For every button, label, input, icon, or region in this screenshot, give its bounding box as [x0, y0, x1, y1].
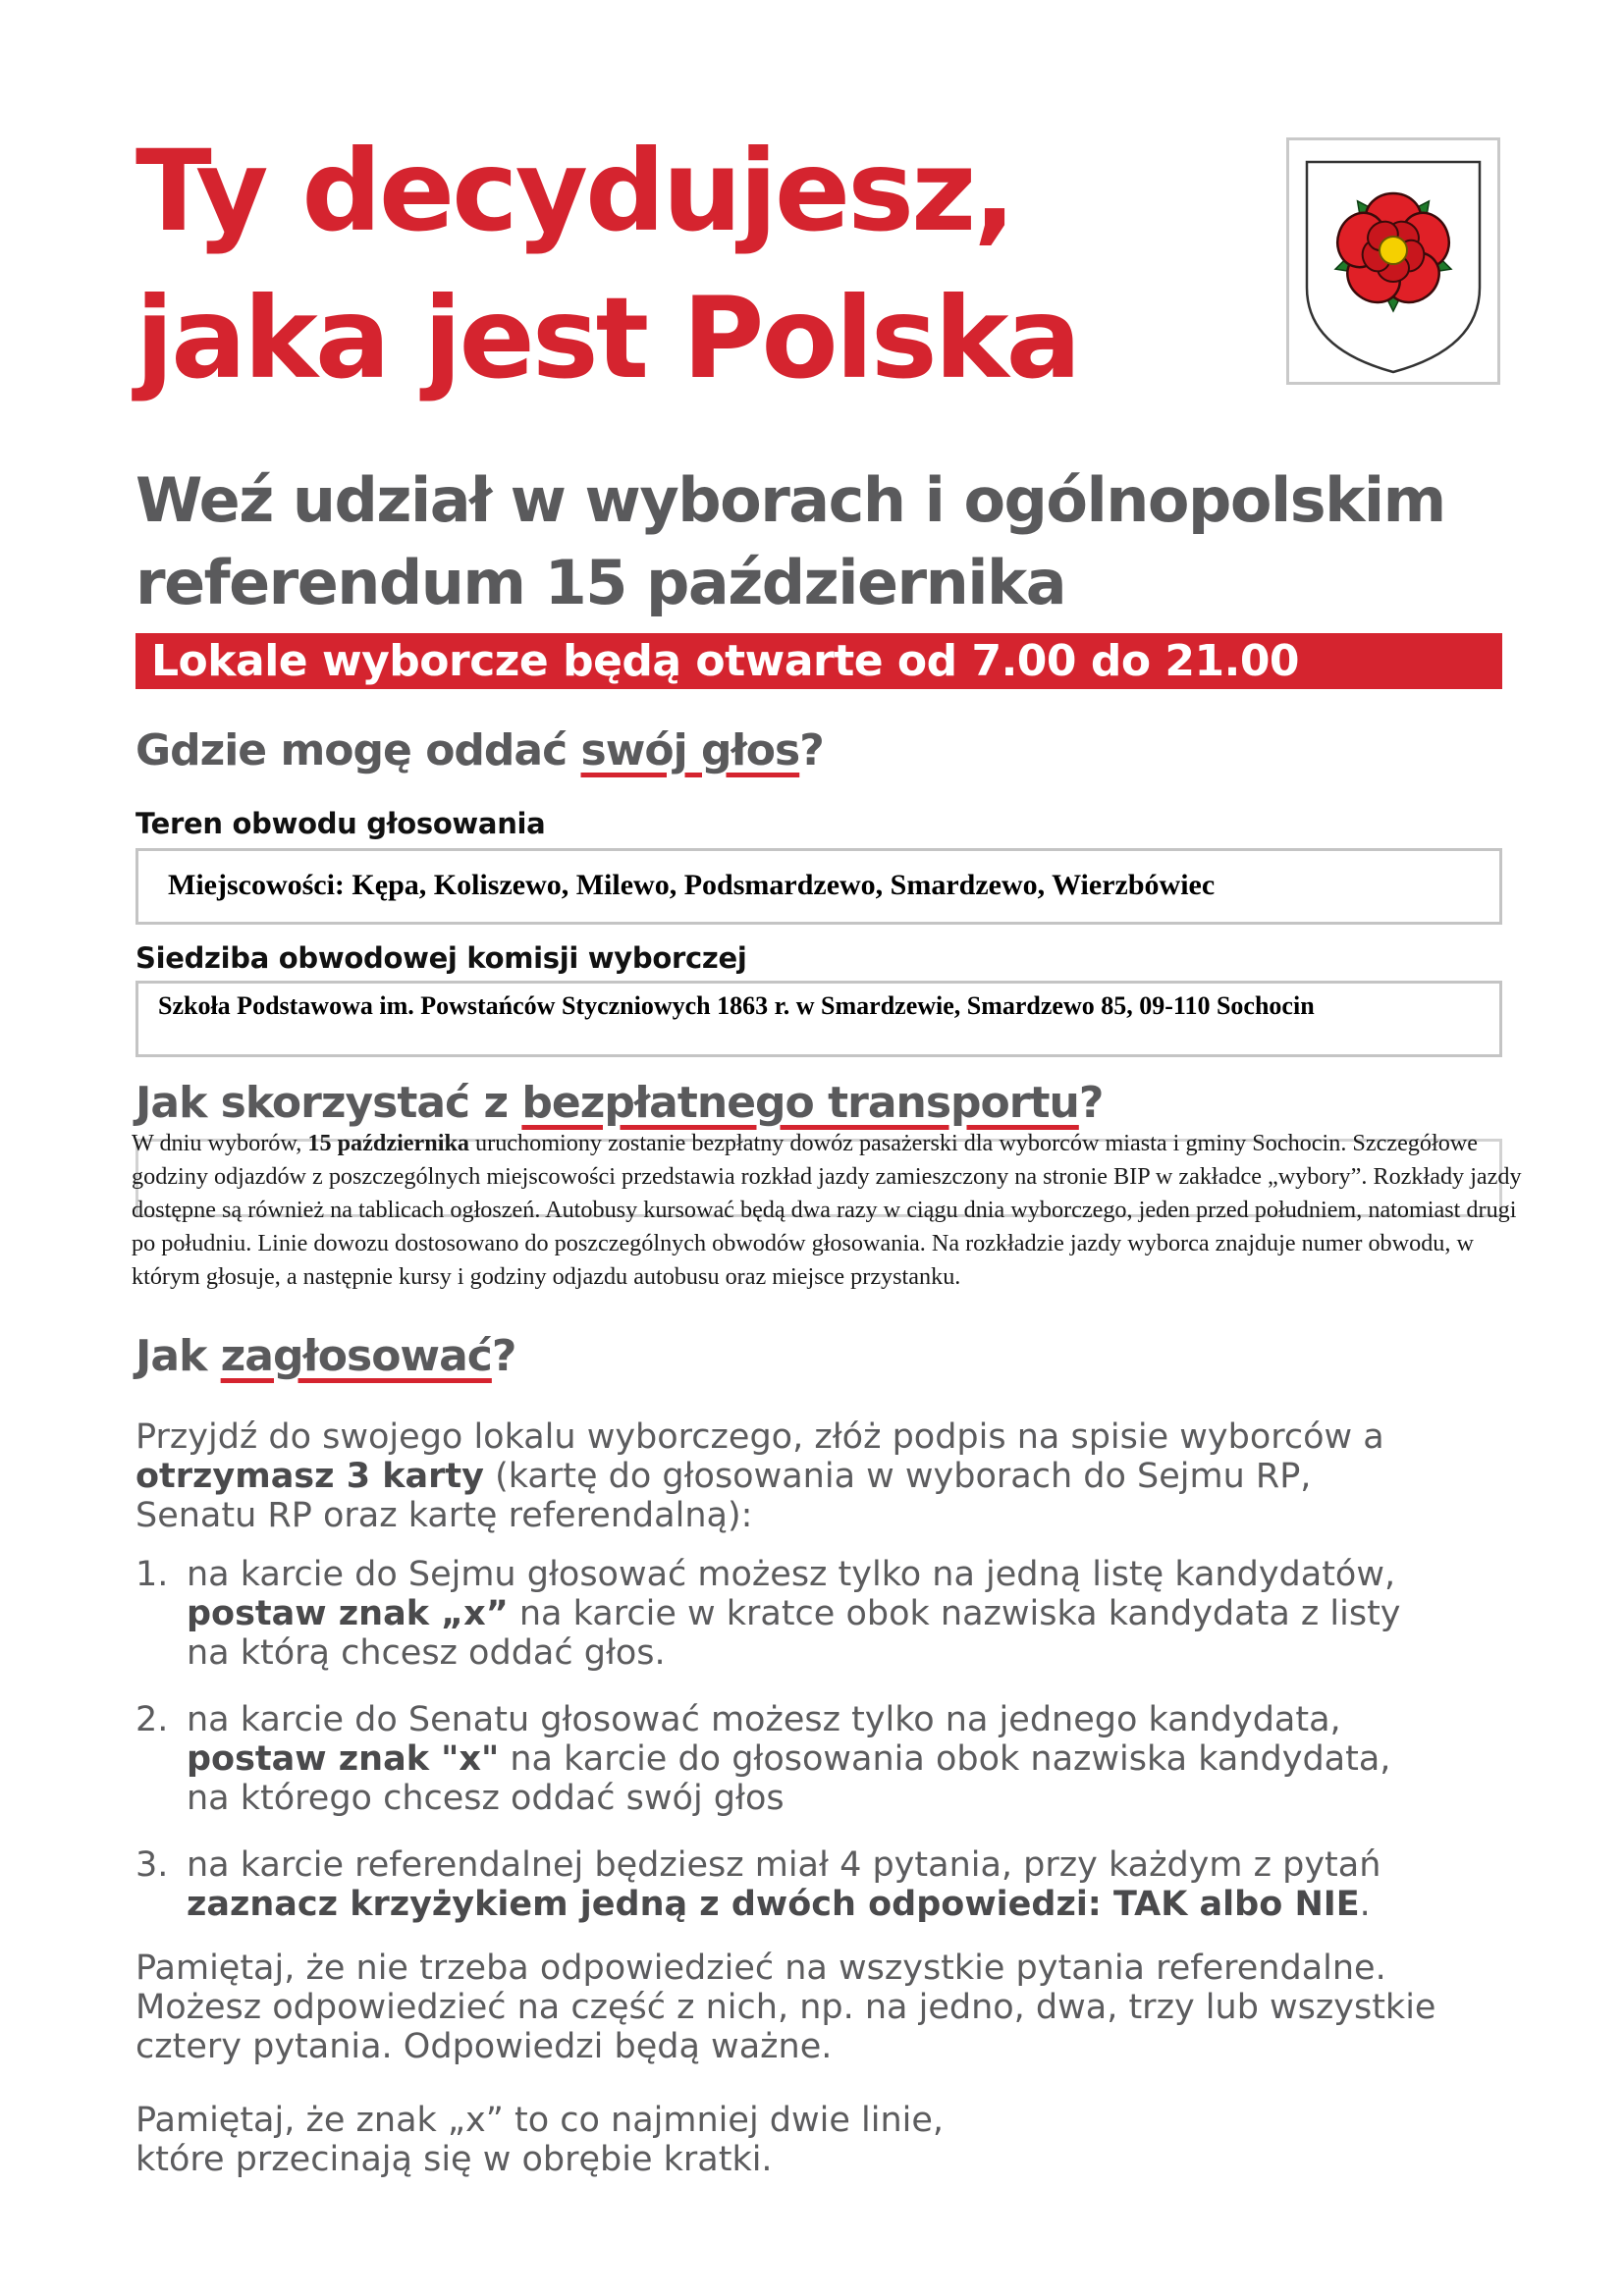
transport-heading-underlined: bezpłatnego transportu: [521, 1078, 1079, 1128]
hours-banner-text: Lokale wyborcze będą otwarte od 7.00 do 21.00: [151, 636, 1300, 686]
list-item-number: 1.: [135, 1555, 169, 1594]
list-item-bold: postaw znak "x": [187, 1739, 500, 1779]
vote-intro-start: Przyjdź do swojego lokalu wyborczego, złóż podpis na spisie wyborców a: [135, 1417, 1384, 1457]
where-heading-qmark: ?: [799, 725, 824, 775]
list-item: [135, 1845, 1441, 1924]
area-value: Miejscowości: Kępa, Koliszewo, Milewo, Podsmardzewo, Smardzewo, Wierzbówiec: [168, 869, 1216, 901]
transport-text-start: W dniu wyborów,: [132, 1130, 308, 1156]
title-line-2: jaka jest Polska: [135, 273, 1079, 403]
commission-box: [135, 981, 1502, 1057]
list-item-text: na karcie do Sejmu głosować możesz tylko na jedną listę kandydatów,: [187, 1555, 1396, 1594]
transport-date: 15 października: [307, 1130, 469, 1156]
list-item-text: na karcie do Senatu głosować możesz tylko na jednego kandydata,: [187, 1700, 1341, 1739]
area-box: [135, 848, 1502, 925]
list-item: [135, 1555, 1441, 1673]
vote-heading-underlined: zagłosować: [220, 1331, 492, 1381]
transport-text-rest: uruchomiony zostanie bezpłatny dowóz pasażerski dla wyborców miasta i gminy Sochocin. Szczegółowe godziny odjazdów z poszczególnych miejscowości przedstawia rozkład jazdy zamieszczony na stronie BIP w zakładce „wybory”. Rozkłady jazdy dostępne są również na tablicach ogłoszeń. Autobusy kursować będą dwa razy w ciągu dnia wyborczego, jeden przed południem, natomiast drugi po południu. Linie dowozu dostosowano do poszczególnych obwodów głosowania. Na rozkładzie jazdy wyborca znajduje numer obwodu, w którym głosuje, a następnie kursy i godziny odjazdu autobusu oraz miejsce przystanku.: [132, 1130, 1522, 1290]
transport-heading-text: Jak skorzystać z: [135, 1078, 522, 1128]
vote-steps-list: [135, 1555, 1441, 1951]
area-label: Teren obwodu głosowania: [135, 807, 546, 840]
commission-value: Szkoła Podstawowa im. Powstańców Styczniowych 1863 r. w Smardzewie, Smardzewo 85, 09-110 Sochocin: [158, 991, 1315, 1020]
coat-of-arms: [1286, 137, 1500, 385]
list-item-text-end: na karcie do głosowania obok nazwiska kandydata, na którego chcesz oddać swój głos: [187, 1739, 1391, 1818]
transport-heading-qmark: ?: [1078, 1078, 1104, 1128]
vote-intro-rest: (kartę do głosowania w wyborach do Sejmu RP, Senatu RP oraz kartę referendalną):: [135, 1457, 1312, 1535]
commission-label: Siedziba obwodowej komisji wyborczej: [135, 941, 747, 975]
list-item-text-end: na karcie w kratce obok nazwiska kandydata z listy na którą chcesz oddać głos.: [187, 1594, 1401, 1673]
reminder-optional-answers: Pamiętaj, że nie trzeba odpowiedzieć na wszystkie pytania referendalne. Możesz odpowiedzieć na część z nich, np. na jedno, dwa, trzy lub wszystkie cztery pytania. Odpowiedzi będą ważne.: [135, 1949, 1436, 2066]
page-title: [135, 118, 1196, 412]
subtitle: [135, 459, 1530, 624]
list-item-number: 3.: [135, 1845, 169, 1885]
list-item-text: na karcie referendalnej będziesz miał 4 pytania, przy każdym z pytań: [187, 1845, 1381, 1885]
title-line-1: Ty decydujesz,: [135, 126, 1013, 256]
where-heading: [135, 721, 824, 780]
where-heading-underlined: swój głos: [580, 725, 800, 775]
subtitle-line-2: referendum 15 października: [135, 547, 1066, 618]
subtitle-line-1: Weź udział w wyborach i ogólnopolskim: [135, 464, 1445, 536]
vote-heading-text: Jak: [135, 1331, 221, 1381]
transport-text: [132, 1127, 1526, 1294]
where-heading-text: Gdzie mogę oddać: [135, 725, 581, 775]
list-item-text-end: .: [1359, 1885, 1371, 1924]
list-item: [135, 1700, 1441, 1818]
hours-banner: [135, 633, 1502, 689]
vote-heading-qmark: ?: [491, 1331, 516, 1381]
list-item-bold: postaw znak „x”: [187, 1594, 509, 1633]
transport-heading: [135, 1074, 1103, 1133]
vote-heading: [135, 1327, 515, 1386]
list-item-number: 2.: [135, 1700, 169, 1739]
reminder-x-mark: Pamiętaj, że znak „x” to co najmniej dwie linie, które przecinają się w obrębie kratki.: [135, 2101, 945, 2179]
list-item-bold: zaznacz krzyżykiem jedną z dwóch odpowiedzi: TAK albo NIE: [187, 1885, 1360, 1924]
vote-intro-bold: otrzymasz 3 karty: [135, 1457, 484, 1496]
vote-intro: [135, 1417, 1402, 1535]
rose-coat-of-arms-icon: [1289, 140, 1497, 382]
